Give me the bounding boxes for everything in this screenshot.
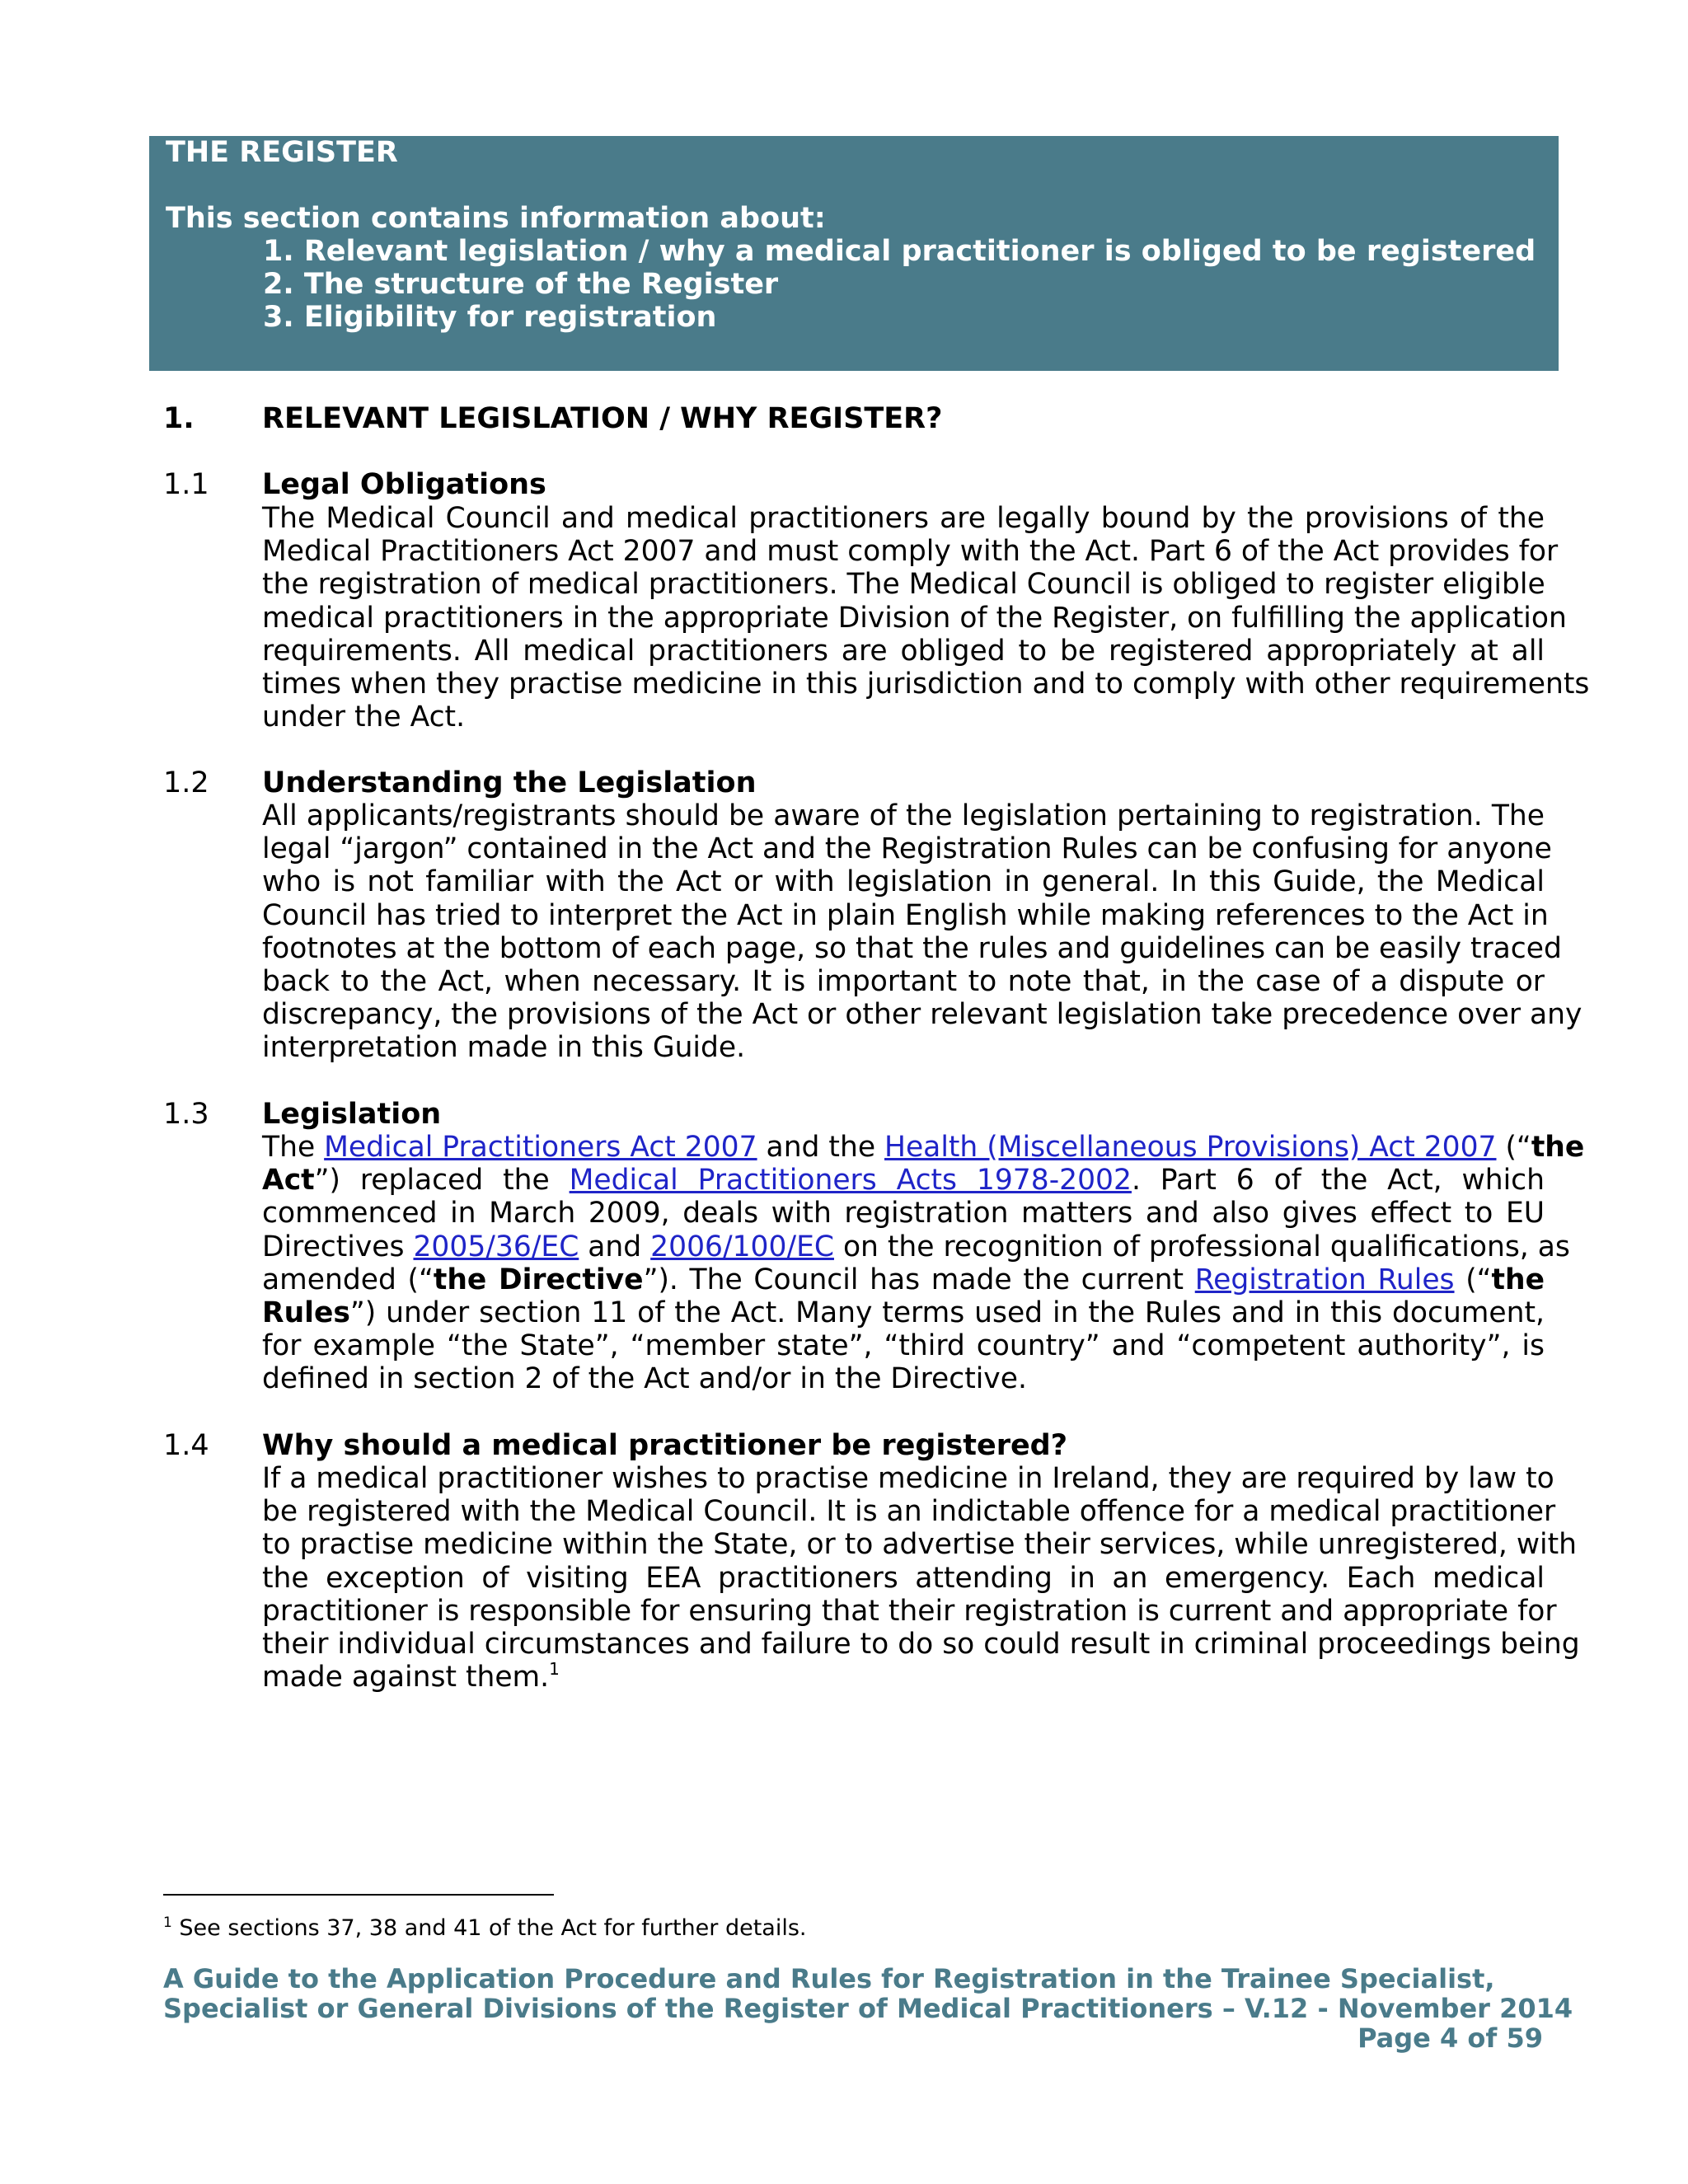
link-medical-practitioners-act-2007[interactable]: Medical Practitioners Act 2007 bbox=[324, 1131, 757, 1164]
subsection-heading: Why should a medical practitioner be registered? bbox=[262, 1429, 1068, 1462]
paragraph-legislation bbox=[262, 1131, 1585, 1396]
text-line: Directives 2005/36/EC and 2006/100/EC on the recognition of professional qualifications, as bbox=[262, 1230, 1570, 1263]
text-line: Council has tried to interpret the Act in plain English while making references to the Act in bbox=[262, 898, 1549, 932]
banner-item: 3. Eligibility for registration bbox=[263, 301, 717, 334]
text-line: Rules”) under section 11 of the Act. Many terms used in the Rules and in this document, bbox=[262, 1296, 1545, 1329]
banner-intro: This section contains information about: bbox=[166, 202, 826, 235]
footnote-divider bbox=[163, 1894, 554, 1896]
subsection-heading: Understanding the Legislation bbox=[262, 766, 757, 799]
text-line: their individual circumstances and failure to do so could result in criminal proceedings being bbox=[262, 1627, 1580, 1661]
text-line: Act”) replaced the Medical Practitioners Acts 1978-2002. Part 6 of the Act, which bbox=[262, 1164, 1545, 1197]
subsection-number: 1.3 bbox=[163, 1098, 209, 1131]
footnote bbox=[163, 1910, 807, 1942]
text-line: amended (“the Directive”). The Council has made the current Registration Rules (“the bbox=[262, 1263, 1545, 1296]
section-banner bbox=[149, 136, 1559, 371]
banner-title: THE REGISTER bbox=[166, 136, 398, 169]
paragraph-why-register bbox=[262, 1462, 1580, 1694]
text-line: under the Act. bbox=[262, 701, 466, 734]
text-line: commenced in March 2009, deals with registration matters and also gives effect to EU bbox=[262, 1197, 1545, 1230]
text-line: discrepancy, the provisions of the Act or other relevant legislation take precedence over any bbox=[262, 998, 1582, 1032]
text-line: Medical Practitioners Act 2007 and must comply with the Act. Part 6 of the Act provides for bbox=[262, 535, 1559, 569]
footer-title-line-2: Specialist or General Divisions of the Register of Medical Practitioners – V.12 - November 2014 bbox=[163, 1993, 1573, 2024]
text-line: back to the Act, when necessary. It is important to note that, in the case of a dispute or bbox=[262, 964, 1545, 998]
subsection-heading: Legislation bbox=[262, 1098, 442, 1131]
paragraph-legal-obligations bbox=[262, 502, 1590, 734]
text-line: defined in section 2 of the Act and/or in the Directive. bbox=[262, 1362, 1027, 1396]
text-line: the registration of medical practitioners. The Medical Council is obliged to register eligible bbox=[262, 568, 1545, 602]
text-line: who is not familiar with the Act or with legislation in general. In this Guide, the Medical bbox=[262, 865, 1545, 899]
text-line: medical practitioners in the appropriate Division of the Register, on fulfilling the application bbox=[262, 601, 1567, 635]
text-line: All applicants/registrants should be aware of the legislation pertaining to registration. The bbox=[262, 799, 1545, 832]
subsection-heading: Legal Obligations bbox=[262, 468, 546, 501]
text-line: The Medical Practitioners Act 2007 and the Health (Miscellaneous Provisions) Act 2007 (“the bbox=[262, 1131, 1585, 1164]
banner-item: 2. The structure of the Register bbox=[263, 268, 779, 301]
subsection-number: 1.2 bbox=[163, 766, 209, 799]
text-line: to practise medicine within the State, or to advertise their services, while unregistered, with bbox=[262, 1528, 1578, 1562]
text-line: requirements. All medical practitioners are obliged to be registered appropriately at all bbox=[262, 634, 1545, 668]
footnote-text: See sections 37, 38 and 41 of the Act for further details. bbox=[179, 1915, 807, 1941]
subsection-number: 1.4 bbox=[163, 1429, 209, 1462]
text-line: the exception of visiting EEA practitioners attending in an emergency. Each medical bbox=[262, 1561, 1545, 1595]
link-directive-2006-100-ec[interactable]: 2006/100/EC bbox=[650, 1230, 834, 1263]
footer-title-line-1: A Guide to the Application Procedure and Rules for Registration in the Trainee Specialist, bbox=[163, 1963, 1495, 1994]
footnote-mark: 1 bbox=[163, 1915, 172, 1931]
text-line: legal “jargon” contained in the Act and the Registration Rules can be confusing for anyone bbox=[262, 832, 1552, 866]
section-heading: RELEVANT LEGISLATION / WHY REGISTER? bbox=[262, 402, 943, 435]
text-line: interpretation made in this Guide. bbox=[262, 1031, 746, 1065]
text-line: If a medical practitioner wishes to practise medicine in Ireland, they are required by law to bbox=[262, 1462, 1554, 1495]
link-directive-2005-36-ec[interactable]: 2005/36/EC bbox=[413, 1230, 579, 1263]
banner-item: 1. Relevant legislation / why a medical practitioner is obliged to be registered bbox=[263, 235, 1536, 268]
link-registration-rules[interactable]: Registration Rules bbox=[1194, 1263, 1455, 1296]
text-line: practitioner is responsible for ensuring that their registration is current and appropriate for bbox=[262, 1594, 1557, 1628]
text-line: made against them.$^1$ bbox=[262, 1659, 560, 1694]
text-line: times when they practise medicine in this jurisdiction and to comply with other requirements bbox=[262, 667, 1590, 701]
link-health-misc-provisions-act-2007[interactable]: Health (Miscellaneous Provisions) Act 2007 bbox=[884, 1131, 1497, 1164]
page-number: Page 4 of 59 bbox=[1357, 2022, 1543, 2054]
text-line: The Medical Council and medical practitioners are legally bound by the provisions of the bbox=[262, 502, 1545, 535]
footnote-reference[interactable]: 1 bbox=[549, 1659, 560, 1680]
text-line: footnotes at the bottom of each page, so that the rules and guidelines can be easily traced bbox=[262, 931, 1562, 965]
subsection-number: 1.1 bbox=[163, 468, 209, 501]
link-medical-practitioners-acts-1978-2002[interactable]: Medical Practitioners Acts 1978-2002 bbox=[569, 1164, 1132, 1197]
section-number: 1. bbox=[163, 402, 195, 435]
text-line: be registered with the Medical Council. It is an indictable offence for a medical practitioner bbox=[262, 1495, 1556, 1529]
paragraph-understanding bbox=[262, 799, 1582, 1065]
text-line: for example “the State”, “member state”, “third country” and “competent authority”, is bbox=[262, 1329, 1545, 1363]
